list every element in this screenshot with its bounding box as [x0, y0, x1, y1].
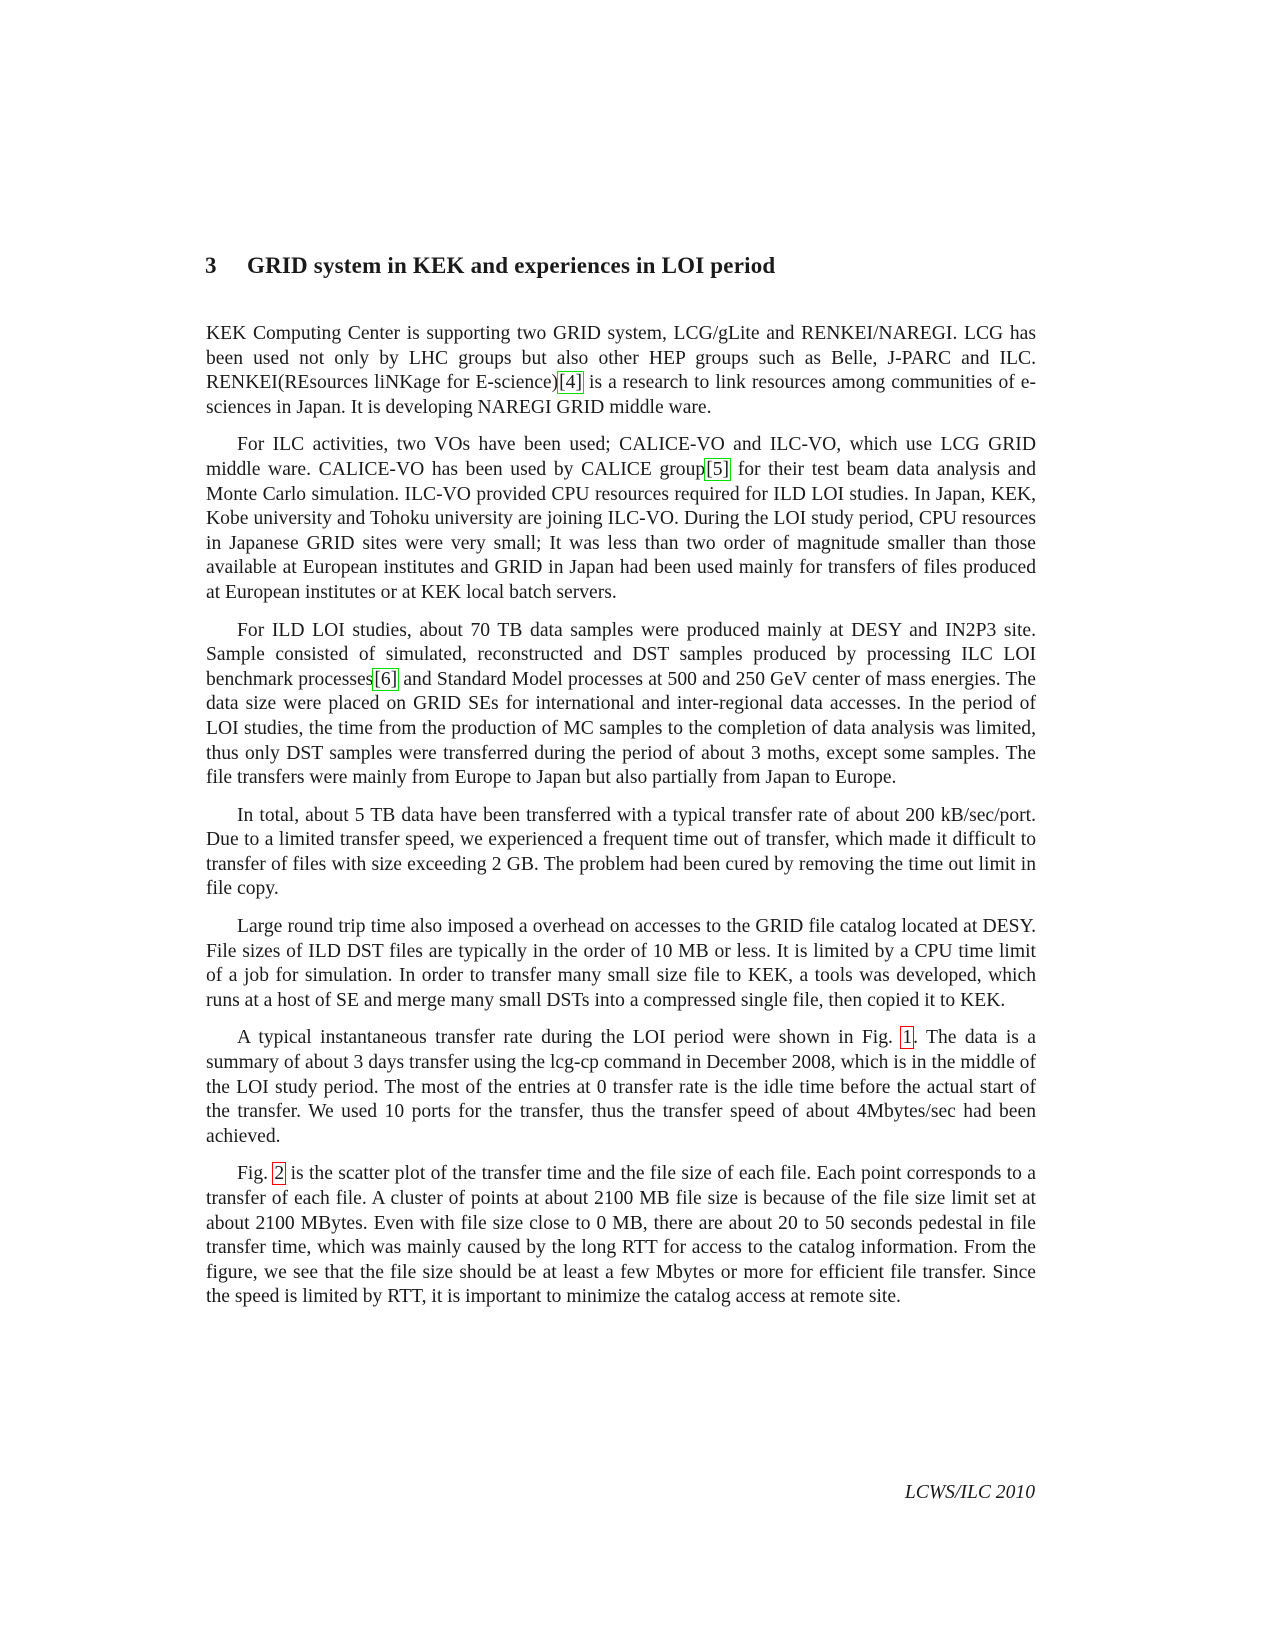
section-number: 3 — [205, 253, 217, 278]
text-run: For ILD LOI studies, about 70 TB data samples were produced mainly at DESY and IN2P3 site. Sample consisted of simulated, reconstructed and DST samples produced by processing ILC LOI benchmark processes — [206, 619, 1036, 690]
text-run: In total, about 5 TB data have been transferred with a typical transfer rate of about 200 kB/sec/port. Due to a limited transfer speed, we experienced a frequent time out of transfer, which made it difficult to transfer of files with size exceeding 2 GB. The problem had been cured by removing the time out limit in file copy. — [206, 804, 1036, 900]
text-run: and Standard Model processes at 500 and 250 GeV center of mass energies. The data size were placed on GRID SEs for international and inter-regional data accesses. In the period of LOI studies, the time from the production of MC samples to the completion of data analysis was limited, thus only DST samples were transferred during the period of about 3 moths, except some samples. The file transfers were mainly from Europe to Japan but also partially from Japan to Europe. — [206, 668, 1036, 789]
paragraph — [206, 915, 1036, 1013]
figure-link[interactable]: 1 — [902, 1027, 913, 1049]
section-title: GRID system in KEK and experiences in LOI period — [247, 253, 776, 278]
text-run: KEK Computing Center is supporting two GRID system, LCG/gLite and RENKEI/NAREGI. LCG has been used not only by LHC groups but also other HEP groups such as Belle, J-PARC and ILC. RENKEI(REsources liNKage for E-science) — [206, 323, 1036, 394]
text-run: . The data is a summary of about 3 days transfer using the lcg-cp command in December 2008, which is in the middle of the LOI study period. The most of the entries at 0 transfer rate is the idle time before the actual start of the transfer. We used 10 ports for the transfer, thus the transfer speed of about 4Mbytes/sec had been achieved. — [206, 1027, 1036, 1147]
section-heading — [205, 253, 775, 279]
paragraph — [206, 1162, 1036, 1310]
paragraph — [206, 322, 1036, 420]
text-run: Large round trip time also imposed a overhead on accesses to the GRID file catalog located at DESY. File sizes of ILD DST files are typically in the order of 10 MB or less. It is limited by a CPU time limit of a job for simulation. In order to transfer many small size file to KEK, a tools was developed, which runs at a host of SE and merge many small DSTs into a compressed single file, then copied it to KEK. — [206, 916, 1036, 1011]
citation-link[interactable]: [5] — [706, 458, 730, 480]
paragraph — [206, 433, 1036, 605]
text-run: For ILC activities, two VOs have been used; CALICE-VO and ILC-VO, which use LCG GRID middle ware. CALICE-VO has been used by CALICE group — [206, 434, 1036, 480]
text-run: Fig. — [237, 1163, 274, 1185]
page-footer: LCWS/ILC 2010 — [904, 1482, 1035, 1503]
paragraph — [206, 804, 1036, 902]
citation-link[interactable]: [6] — [374, 668, 398, 690]
text-run: is the scatter plot of the transfer time and the file size of each file. Each point corresponds to a transfer of each file. A cluster of points at about 2100 MB file size is because of the file size limit set at about 2100 MBytes. Even with file size close to 0 MB, there are about 20 to 50 seconds pedestal in file transfer time, which was mainly caused by the long RTT for access to the catalog information. From the figure, we see that the file size should be at least a few Mbytes or more for efficient file transfer. Since the speed is limited by RTT, it is important to minimize the catalog access at remote site. — [206, 1163, 1036, 1308]
text-run: for their test beam data analysis and Monte Carlo simulation. ILC-VO provided CPU resources required for ILD LOI studies. In Japan, KEK, Kobe university and Tohoku university are joining ILC-VO. During the LOI study period, CPU resources in Japanese GRID sites were very small; It was less than two order of magnitude smaller than those available at European institutes and GRID in Japan had been used mainly for transfers of files produced at European institutes or at KEK local batch servers. — [206, 458, 1036, 603]
paragraph — [206, 619, 1036, 791]
text-run: A typical instantaneous transfer rate during the LOI period were shown in Fig. — [237, 1027, 902, 1049]
citation-link[interactable]: [4] — [559, 372, 582, 394]
text-run: is a research to link resources among communities of e-sciences in Japan. It is developing NAREGI GRID middle ware. — [206, 372, 1037, 418]
paragraph — [206, 1026, 1036, 1149]
figure-link[interactable]: 2 — [274, 1163, 285, 1185]
body-text — [206, 322, 1036, 1323]
